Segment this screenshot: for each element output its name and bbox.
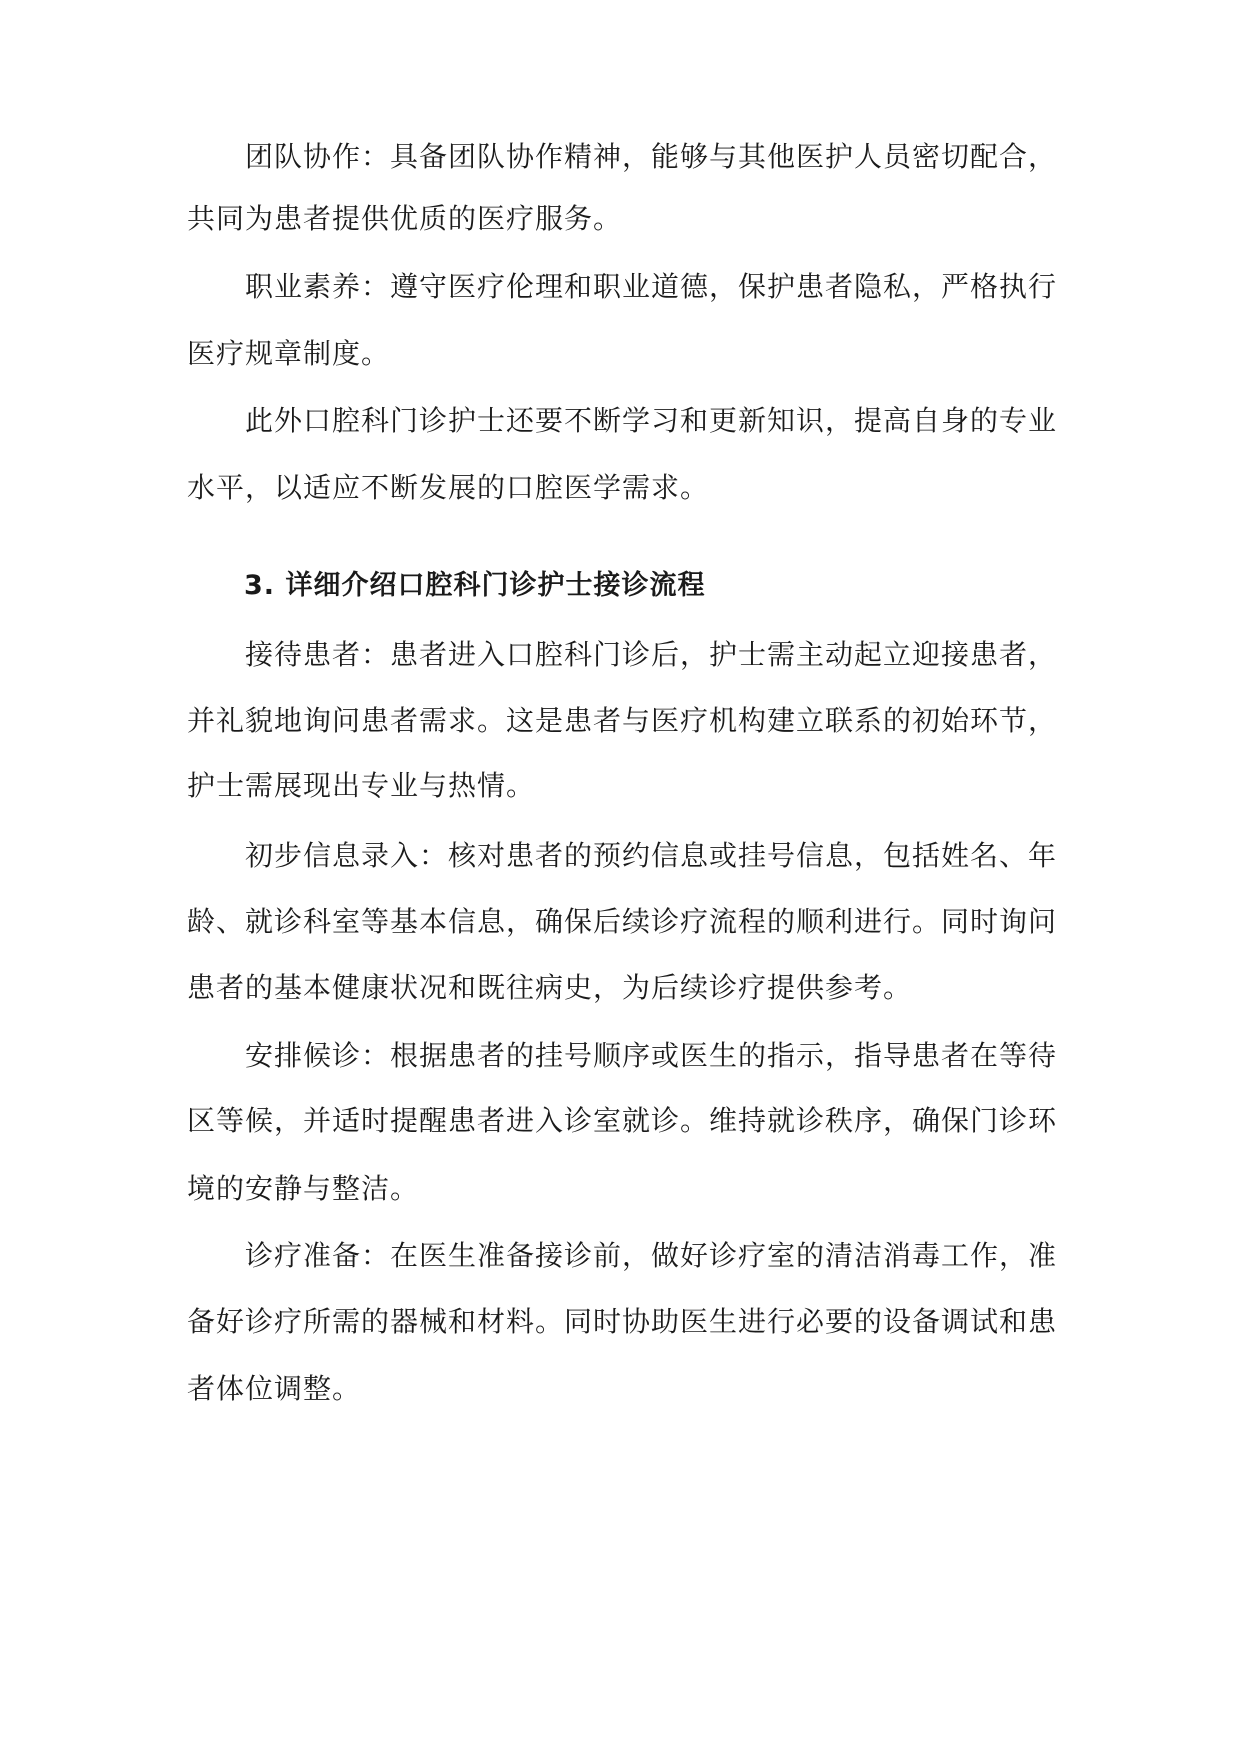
paragraph-line: 备好诊疗所需的器械和材料。同时协助医生进行必要的设备调试和患 [187,1305,1057,1338]
paragraph-line: 团队协作：具备团队协作精神，能够与其他医护人员密切配合， [245,140,1057,173]
paragraph-line: 初步信息录入：核对患者的预约信息或挂号信息，包括姓名、年 [245,839,1057,872]
paragraph-line: 区等候，并适时提醒患者进入诊室就诊。维持就诊秩序，确保门诊环 [187,1104,1057,1137]
paragraph-line: 诊疗准备：在医生准备接诊前，做好诊疗室的清洁消毒工作，准 [245,1239,1057,1272]
paragraph-line: 医疗规章制度。 [187,337,391,370]
paragraph-line: 共同为患者提供优质的医疗服务。 [187,202,623,235]
paragraph-line: 安排候诊：根据患者的挂号顺序或医生的指示，指导患者在等待 [245,1039,1057,1072]
paragraph-line: 护士需展现出专业与热情。 [187,769,536,802]
paragraph-line: 此外口腔科门诊护士还要不断学习和更新知识，提高自身的专业 [245,404,1057,437]
section-heading: 3. 详细介绍口腔科门诊护士接诊流程 [244,570,706,601]
paragraph-line: 职业素养：遵守医疗伦理和职业道德，保护患者隐私，严格执行 [245,270,1057,303]
paragraph-line: 接待患者：患者进入口腔科门诊后，护士需主动起立迎接患者， [245,638,1057,671]
paragraph-line: 龄、就诊科室等基本信息，确保后续诊疗流程的顺利进行。同时询问 [187,905,1057,938]
paragraph-line: 境的安静与整洁。 [187,1172,420,1205]
paragraph-line: 并礼貌地询问患者需求。这是患者与医疗机构建立联系的初始环节， [187,704,1057,737]
paragraph-line: 患者的基本健康状况和既往病史，为后续诊疗提供参考。 [187,971,913,1004]
paragraph-line: 水平，以适应不断发展的口腔医学需求。 [187,471,710,504]
paragraph-line: 者体位调整。 [187,1372,362,1405]
